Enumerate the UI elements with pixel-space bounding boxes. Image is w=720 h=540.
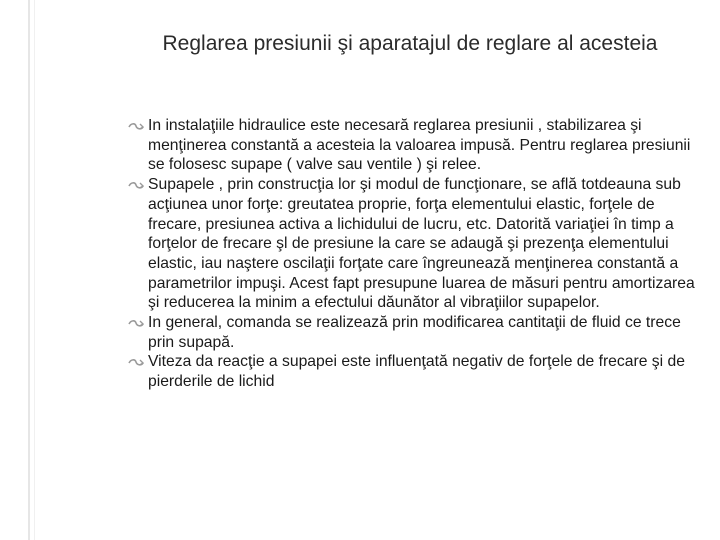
slide-left-rule (28, 0, 30, 540)
bullet-item-3 (128, 313, 702, 352)
bullet-text-1: In instalaţiile hidraulice este necesară reglarea presiunii , stabilizarea şi menţinerea constantă a acesteia la valoarea impusă. Pentru reglarea presiunii se folosesc supape ( valve sau ventile ) şi relee. (148, 117, 691, 174)
bullet-list (128, 116, 702, 392)
bullet-item-1 (128, 116, 702, 175)
swirl-bullet-icon (128, 116, 146, 136)
bullet-text-4: Viteza da reacţie a supapei este influenţată negativ de forţele de frecare şi de pierderile de lichid (148, 353, 685, 391)
bullet-item-4 (128, 352, 702, 391)
bullet-text-3: In general, comanda se realizează prin modificarea cantitaţii de fluid ce trece prin supapă. (148, 314, 681, 351)
slide-title: Reglarea presiunii şi aparatajul de reglare al acesteia (162, 32, 658, 55)
bullet-item-2 (128, 175, 702, 313)
swirl-bullet-icon (128, 313, 146, 333)
swirl-bullet-icon (128, 175, 146, 195)
bullet-text-2: Supapele , prin construcţia lor şi modul de funcţionare, se află totdeauna sub acţiunea unor forţe: greutatea proprie, forţa elementului elastic, forţele de frecare, presiunea activa a lichidului de lucru, etc. Datorită variaţiei în timp a forţelor de frecare şl de presiune la care se adaugă şi prezenţa elementului elastic, iau naştere oscilaţii forţate care îngreunează menţinerea constantă a parametrilor impuşi. Acest fapt presupune luarea de măsuri pentru amortizarea şi reducerea la minim a efectului dăunător al vibraţiilor supapelor. (148, 176, 695, 312)
slide-left-rule-inner (34, 0, 35, 540)
swirl-bullet-icon (128, 352, 146, 372)
